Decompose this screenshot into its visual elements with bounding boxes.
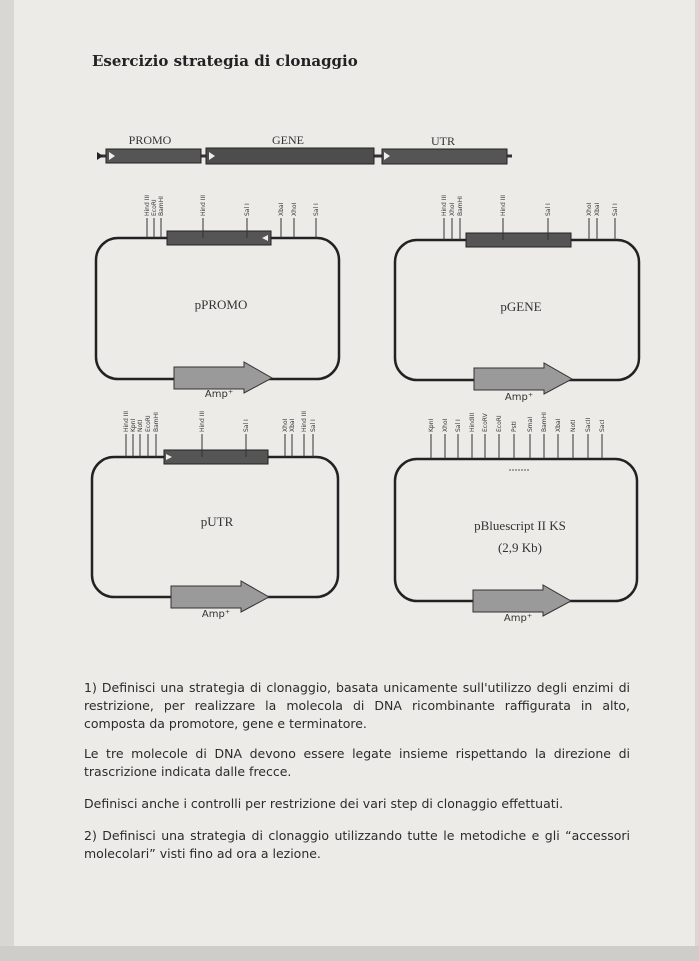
amp-arrow-icon [171, 581, 269, 612]
site-label: EcoRV [482, 413, 489, 432]
site-label: XbaI [555, 418, 562, 432]
site-label: Hind III [200, 194, 207, 216]
insert-segment [167, 231, 271, 245]
site-label: XhoI [586, 202, 593, 216]
site-label: SacI [599, 419, 606, 432]
question-1: 1) Definisci una strategia di clonaggio, basata unicamente sull'utilizzo degli enzimi di restrizione, per realizzare la molecola di DNA ricombinante raffigurata in alto, composta da promotore, gene e terminatore. [84, 680, 630, 731]
gene-segment [206, 148, 374, 164]
page-shadow [0, 946, 699, 961]
site-label: Hind III [144, 194, 151, 216]
insert-segment [466, 233, 571, 247]
site-label: NotI [570, 419, 577, 432]
arrow-end-icon [97, 152, 103, 160]
site-label: XhoI [291, 202, 298, 216]
amp-label: Amp⁺ [204, 389, 234, 400]
plasmid-pgene [395, 195, 639, 403]
site-label: XbaI [594, 202, 601, 216]
insert-segment [164, 450, 268, 464]
site-label: PstI [511, 421, 518, 432]
site-label: KpnI [130, 418, 137, 432]
site-label: XhoI [282, 418, 289, 432]
site-label: Hind III [500, 194, 507, 216]
site-label: Sal I [313, 203, 320, 216]
site-label: BamHI [158, 196, 165, 216]
question-1-note: Le tre molecole di DNA devono essere legate insieme rispettando la direzione di trascrizione indicata dalle frecce. [84, 746, 630, 779]
site-label: XhoI [449, 202, 456, 216]
site-label: Sal I [455, 419, 462, 432]
plasmid-ppromo [96, 195, 339, 400]
site-label: XbaI [289, 418, 296, 432]
plasmid-pbluescript [395, 412, 637, 624]
site-label: Hind III [301, 410, 308, 432]
promo-segment [106, 149, 201, 163]
site-label: Sal I [310, 419, 317, 432]
site-label: BamHI [457, 196, 464, 216]
site-label: HindIII [469, 412, 476, 432]
construct-label: UTR [431, 134, 455, 148]
site-label: KpnI [428, 418, 435, 432]
site-label: Sal I [243, 419, 250, 432]
plasmid-putr [92, 411, 338, 620]
plasmid-name: pGENE [500, 299, 542, 314]
site-label: Sal I [244, 203, 251, 216]
site-label: BamHI [153, 412, 160, 432]
site-label: NotI [137, 419, 144, 432]
construct-label: GENE [272, 133, 304, 147]
site-label: Hind III [199, 410, 206, 432]
site-label: Hind III [123, 410, 130, 432]
amp-arrow-icon [474, 363, 572, 394]
site-label: Sal I [612, 203, 619, 216]
site-label: SacII [585, 417, 592, 432]
site-label: EcoRI [151, 199, 158, 216]
site-label: XbaI [278, 202, 285, 216]
plasmid-name: pUTR [200, 514, 234, 529]
construct-label: PROMO [128, 133, 172, 147]
plasmid-name: pPROMO [194, 297, 248, 312]
plasmid-size: (2,9 Kb) [497, 540, 543, 555]
amp-arrow-icon [473, 585, 571, 616]
recombinant-construct [97, 133, 512, 164]
site-label: EcoRI [496, 415, 503, 432]
site-label: EcoRI [145, 415, 152, 432]
amp-label: Amp⁺ [201, 609, 231, 620]
amp-label: Amp⁺ [504, 392, 534, 403]
site-label: Hind III [441, 194, 448, 216]
site-label: Sal I [545, 203, 552, 216]
site-label: XhoI [442, 418, 449, 432]
amp-label: Amp⁺ [503, 613, 533, 624]
utr-segment [382, 149, 507, 164]
question-1-controls: Definisci anche i controlli per restrizione dei vari step di clonaggio effettuati. [84, 796, 564, 811]
site-label: SmaI [527, 416, 534, 432]
page-title: Esercizio strategia di clonaggio [92, 52, 358, 70]
question-2: 2) Definisci una strategia di clonaggio utilizzando tutte le metodiche e gli “accessori molecolari” visti fino ad ora a lezione. [84, 828, 630, 861]
site-label: BamHI [541, 412, 548, 432]
plasmid-name: pBluescript II KS [474, 518, 566, 533]
